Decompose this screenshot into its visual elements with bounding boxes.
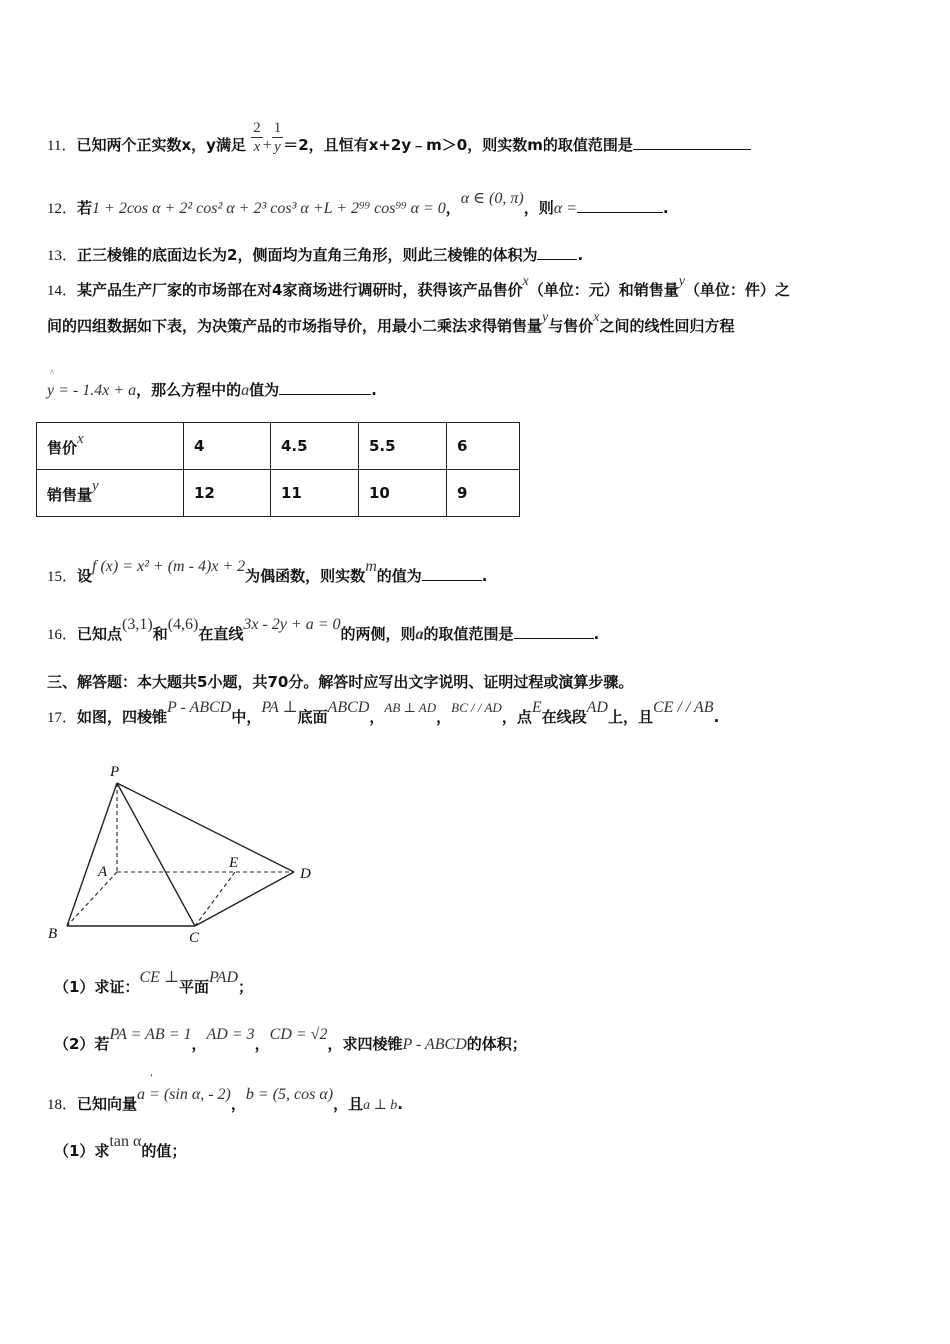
edge-PB xyxy=(67,783,117,926)
edge-PD xyxy=(117,783,294,872)
question-14-line-3: y = - 1.4x + a，那么方程中的a值为 . xyxy=(47,381,377,399)
vector-a: a = (sin α, - 2) xyxy=(137,1086,231,1103)
question-12: 12．若1 + 2cos α + 2² cos² α + 2³ cos³ α +L + 2⁹⁹ cos⁹⁹ α = 0，α ∈ (0, π)，则α = . xyxy=(47,190,669,217)
label-P: P xyxy=(110,764,120,780)
table-cell: 4 xyxy=(184,423,271,470)
table-header-cell: 销售量$^y$ xyxy=(37,470,184,517)
pyramid-figure xyxy=(40,755,340,950)
table-cell: 12 xyxy=(184,470,271,517)
hat-mark: ^ xyxy=(50,368,55,378)
fraction-1-over-y: $\frac{1}{y}$ xyxy=(273,120,282,155)
alpha-domain: α ∈ (0, π) xyxy=(460,190,524,207)
question-17: 17．如图，四棱锥P - ABCD中，PA ⊥底面ABCD，AB ⊥ AD，BC / / AD，点E在线段AD上，且CE / / AB. xyxy=(47,699,720,726)
table-cell: 9 xyxy=(447,470,520,517)
question-17-part-2: （2）若PA = AB = 1，AD = 3，CD = √2，求四棱锥P - ABCD的体积； xyxy=(54,1026,527,1053)
answer-blank[interactable] xyxy=(633,135,751,150)
fraction-2-over-x: $\frac{2}{x}$ xyxy=(253,120,261,155)
table-cell: 11 xyxy=(271,470,359,517)
answer-blank[interactable] xyxy=(422,566,482,581)
question-18-part-1: （1）求tan α的值； xyxy=(54,1133,187,1160)
data-table xyxy=(36,422,520,517)
function-expression: f (x) = x² + (m - 4)x + 2 xyxy=(92,558,246,575)
table-cell: 4.5 xyxy=(271,423,359,470)
label-E: E xyxy=(229,855,239,871)
table-cell: 6 xyxy=(447,423,520,470)
edge-PC xyxy=(117,783,195,926)
answer-blank[interactable] xyxy=(514,624,594,639)
question-13: 13．正三棱锥的底面边长为2，侧面均为直角三角形，则此三棱锥的体积为 . xyxy=(47,246,584,264)
section-heading: 三、解答题：本大题共5小题，共70分。解答时应写出文字说明、证明过程或演算步骤。 xyxy=(47,673,634,691)
label-D: D xyxy=(300,866,311,882)
table-header-cell: 售价$^x$ xyxy=(37,423,184,470)
question-18: 18．已知向量a = (sin α, - 2)，b = (5, cos α)，且a ⊥ b. xyxy=(47,1086,403,1113)
label-A: A xyxy=(98,864,108,880)
question-11: 11．已知两个正实数x，y满足 $\frac{2}{x}$ + $\frac{1}{y}$ ＝2，且恒有x+2y﹣m＞0，则实数m的取值范围是 xyxy=(47,127,751,164)
table-cell: 10 xyxy=(359,470,447,517)
answer-blank[interactable] xyxy=(537,245,577,260)
equation: 1 + 2cos α + 2² cos² α + 2³ cos³ α +L + 2⁹⁹ cos⁹⁹ α = 0 xyxy=(92,200,446,217)
question-15: 15．设f (x) = x² + (m - 4)x + 2为偶函数，则实数m的值为 . xyxy=(47,558,488,585)
answer-blank[interactable] xyxy=(577,198,663,213)
label-C: C xyxy=(189,930,200,946)
question-number: 11． xyxy=(47,138,77,154)
edge-CE xyxy=(195,872,235,926)
question-14-line-1: 14．某产品生产厂家的市场部在对4家商场进行调研时，获得该产品售价x（单位：元）和销售量y（单位：件）之 xyxy=(47,274,790,299)
line-equation: 3x - 2y + a = 0 xyxy=(243,616,341,633)
question-17-part-1: （1）求证：CE ⊥平面PAD； xyxy=(54,969,254,996)
vector-b: b = (5, cos α) xyxy=(245,1086,334,1103)
table-row xyxy=(37,470,520,517)
label-B: B xyxy=(48,926,58,942)
edge-CD xyxy=(195,872,294,926)
regression-equation: y = - 1.4x + a xyxy=(47,382,137,399)
question-16: 16．已知点(3,1)和(4,6)在直线3x - 2y + a = 0的两侧，则a的取值范围是 . xyxy=(47,616,600,643)
answer-blank[interactable] xyxy=(279,380,371,395)
edge-AB xyxy=(67,872,117,926)
table-row xyxy=(37,423,520,470)
table-cell: 5.5 xyxy=(359,423,447,470)
question-14-line-2: 间的四组数据如下表，为决策产品的市场指导价，用最小二乘法求得销售量y与售价x之间的线性回归方程 xyxy=(47,310,735,335)
vector-mark: ʹ xyxy=(150,1074,153,1085)
